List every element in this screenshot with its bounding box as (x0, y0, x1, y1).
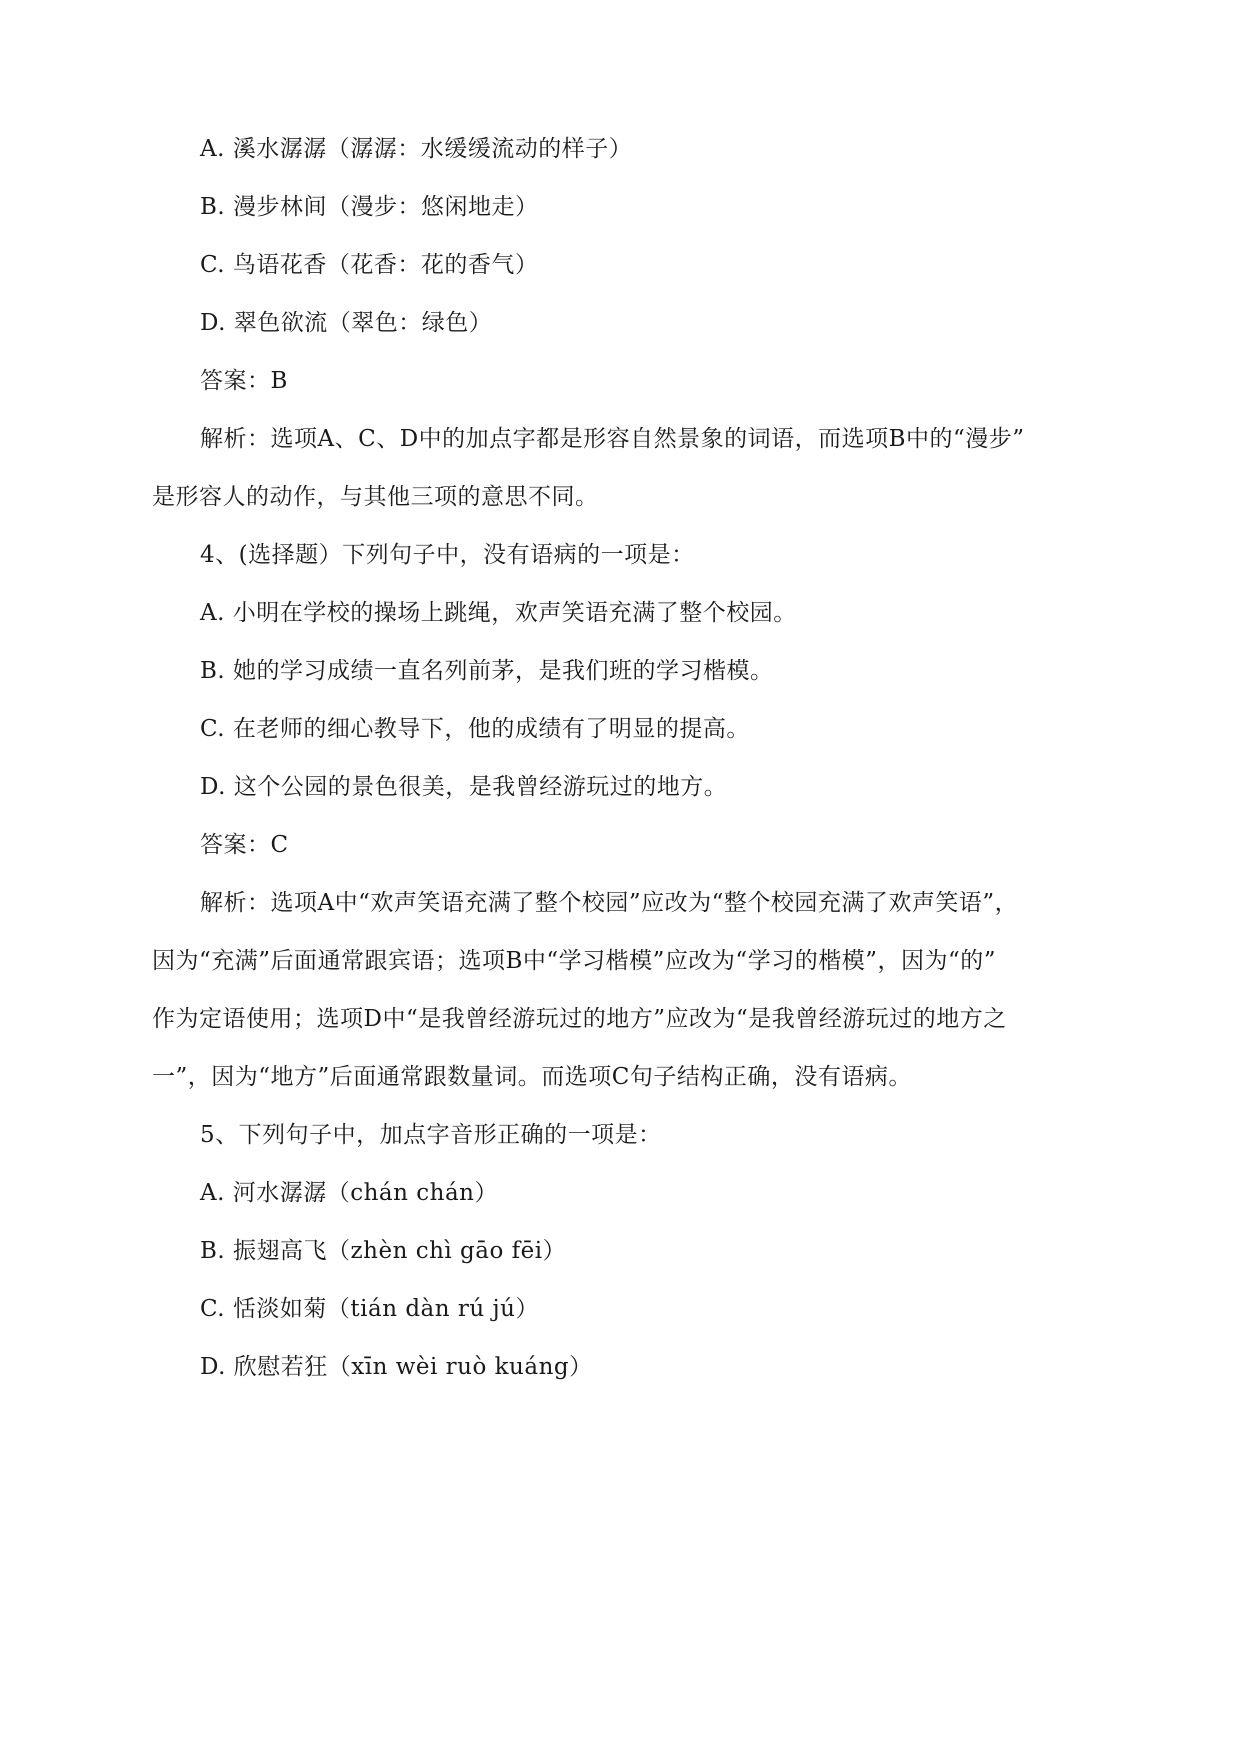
q4-analysis-line-2: 因为“充满”后面通常跟宾语；选项B中“学习楷模”应改为“学习的楷模”，因为“的” (152, 948, 996, 974)
q4-option-a: A. 小明在学校的操场上跳绳，欢声笑语充满了整个校园。 (200, 600, 797, 626)
q5-question: 5、下列句子中，加点字音形正确的一项是： (200, 1122, 662, 1148)
q3-answer: 答案：B (200, 368, 288, 394)
q5-option-d: D. 欣慰若狂（xīn wèi ruò kuáng） (200, 1354, 593, 1380)
q3-analysis-line-1: 解析：选项A、C、D中的加点字都是形容自然景象的词语，而选项B中的“漫步” (200, 426, 1025, 452)
q4-answer: 答案：C (200, 832, 289, 858)
q3-analysis-line-2: 是形容人的动作，与其他三项的意思不同。 (152, 484, 599, 510)
q5-option-c: C. 恬淡如菊（tián dàn rú jú） (200, 1296, 539, 1322)
q4-question: 4、(选择题）下列句子中，没有语病的一项是： (200, 542, 695, 568)
q4-option-b: B. 她的学习成绩一直名列前茅，是我们班的学习楷模。 (200, 658, 774, 684)
q4-analysis-line-3: 作为定语使用；选项D中“是我曾经游玩过的地方”应改为“是我曾经游玩过的地方之 (152, 1006, 1007, 1032)
q3-option-a: A. 溪水潺潺（潺潺：水缓缓流动的样子） (200, 136, 633, 162)
q4-analysis-line-1: 解析：选项A中“欢声笑语充满了整个校园”应改为“整个校园充满了欢声笑语”， (200, 890, 1019, 916)
q3-option-b: B. 漫步林间（漫步：悠闲地走） (200, 194, 539, 220)
q4-analysis-line-4: 一”，因为“地方”后面通常跟数量词。而选项C句子结构正确，没有语病。 (152, 1064, 912, 1090)
q3-option-c: C. 鸟语花香（花香：花的香气） (200, 252, 539, 278)
q5-option-b: B. 振翅高飞（zhèn chì gāo fēi） (200, 1238, 567, 1264)
q3-option-d: D. 翠色欲流（翠色：绿色） (200, 310, 493, 336)
q4-option-c: C. 在老师的细心教导下，他的成绩有了明显的提高。 (200, 716, 750, 742)
q4-option-d: D. 这个公园的景色很美，是我曾经游玩过的地方。 (200, 774, 728, 800)
q5-option-a: A. 河水潺潺（chán chán） (200, 1180, 498, 1206)
